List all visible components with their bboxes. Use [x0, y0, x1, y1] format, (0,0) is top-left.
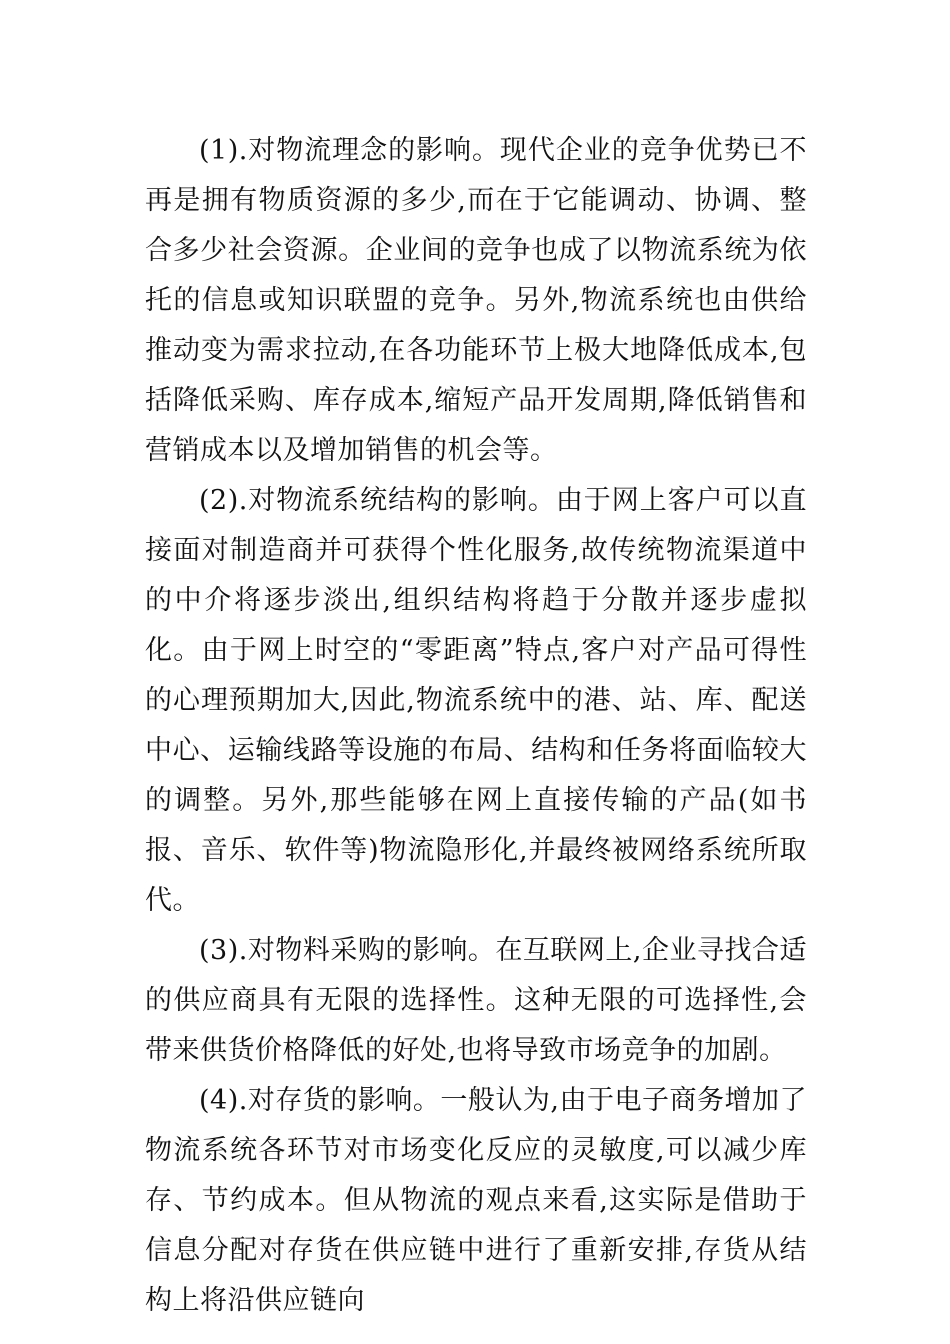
paragraph-inventory: (4).对存货的影响。一般认为,由于电子商务增加了物流系统各环节对市场变化反应的灵敏度,可以减少库存、节约成本。但从物流的观点来看,这实际是借助于信息分配对存货在供应链中进行了重新安排,存货从结构上将沿供应链向 — [145, 1085, 807, 1316]
paragraph-logistics-structure: (2).对物流系统结构的影响。由于网上客户可以直接面对制造商并可获得个性化服务,故传统物流渠道中的中介将逐步淡出,组织结构将趋于分散并逐步虚拟化。由于网上时空的“零距离”特点,客户对产品可得性的心理预期加大,因此,物流系统中的港、站、库、配送中心、运输线路等设施的布局、结构和任务将面临较大的调整。另外,那些能够在网上直接传输的产品(如书报、音乐、软件等)物流隐形化,并最终被网络系统所取代。 — [145, 485, 807, 916]
document-body — [145, 126, 807, 1326]
paragraph-logistics-concept: (1).对物流理念的影响。现代企业的竞争优势已不再是拥有物质资源的多少,而在于它能调动、协调、整合多少社会资源。企业间的竞争也成了以物流系统为依托的信息或知识联盟的竞争。另外,物流系统也由供给推动变为需求拉动,在各功能环节上极大地降低成本,包括降低采购、库存成本,缩短产品开发周期,降低销售和营销成本以及增加销售的机会等。 — [145, 135, 807, 466]
paragraph-procurement: (3).对物料采购的影响。在互联网上,企业寻找合适的供应商具有无限的选择性。这种无限的可选择性,会带来供货价格降低的好处,也将导致市场竞争的加剧。 — [145, 935, 807, 1066]
